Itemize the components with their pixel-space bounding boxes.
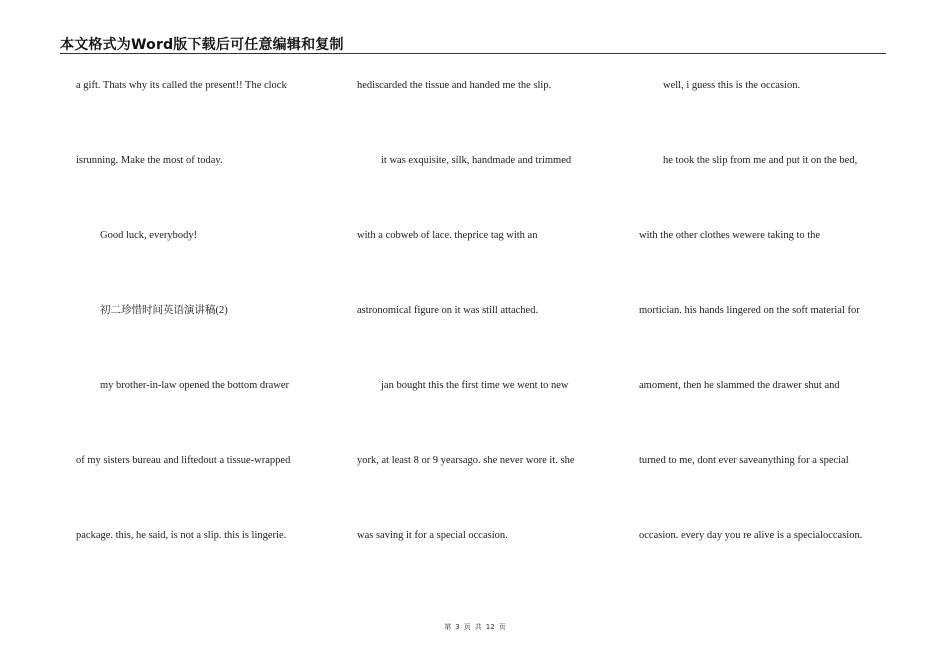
column-2-line-6: york, at least 8 or 9 yearsago. she never wore it. she: [357, 455, 575, 466]
column-1-line-2: isrunning. Make the most of today.: [76, 155, 223, 166]
document-header-title: 本文格式为Word版下载后可任意编辑和复制: [60, 37, 344, 53]
column-2-line-5: jan bought this the first time we went to new: [381, 380, 569, 391]
column-2-line-2: it was exquisite, silk, handmade and trimmed: [381, 155, 572, 166]
column-2-line-3: with a cobweb of lace. theprice tag with an: [357, 230, 538, 241]
column-2-line-7: was saving it for a special occasion.: [357, 530, 508, 541]
column-1-line-5: my brother-in-law opened the bottom drawer: [100, 380, 290, 391]
column-3-line-5: amoment, then he slammed the drawer shut and: [639, 380, 840, 391]
column-1-section-heading: 初二珍惜时间英语演讲稿(2): [100, 305, 228, 316]
footer-total-pages: 12: [485, 623, 495, 631]
footer-page-number: 3: [455, 623, 460, 631]
column-3-line-6: turned to me, dont ever saveanything for a special: [639, 455, 849, 466]
column-2-line-4: astronomical figure on it was still attached.: [357, 305, 539, 316]
column-3-line-1: well, i guess this is the occasion.: [663, 80, 801, 91]
column-1-line-1: a gift. Thats why its called the present!! The clock: [76, 80, 287, 91]
column-1-line-6: of my sisters bureau and liftedout a tissue-wrapped: [76, 455, 291, 466]
footer-total-prefix: 共: [474, 623, 482, 631]
column-3-line-4: mortician. his hands lingered on the soft material for: [639, 305, 860, 316]
header-divider: [60, 53, 886, 54]
column-2-line-1: hediscarded the tissue and handed me the slip.: [357, 80, 552, 91]
column-3-line-3: with the other clothes wewere taking to the: [639, 230, 821, 241]
column-1-line-3: Good luck, everybody!: [100, 230, 198, 241]
footer-total-unit: 页: [498, 623, 506, 631]
column-1-line-7: package. this, he said, is not a slip. this is lingerie.: [76, 530, 287, 541]
column-3-line-7: occasion. every day you re alive is a specialoccasion.: [639, 530, 863, 541]
page-footer: [0, 622, 950, 632]
footer-page-unit: 页: [463, 623, 471, 631]
footer-prefix: 第: [444, 623, 452, 631]
column-3-line-2: he took the slip from me and put it on the bed,: [663, 155, 858, 166]
